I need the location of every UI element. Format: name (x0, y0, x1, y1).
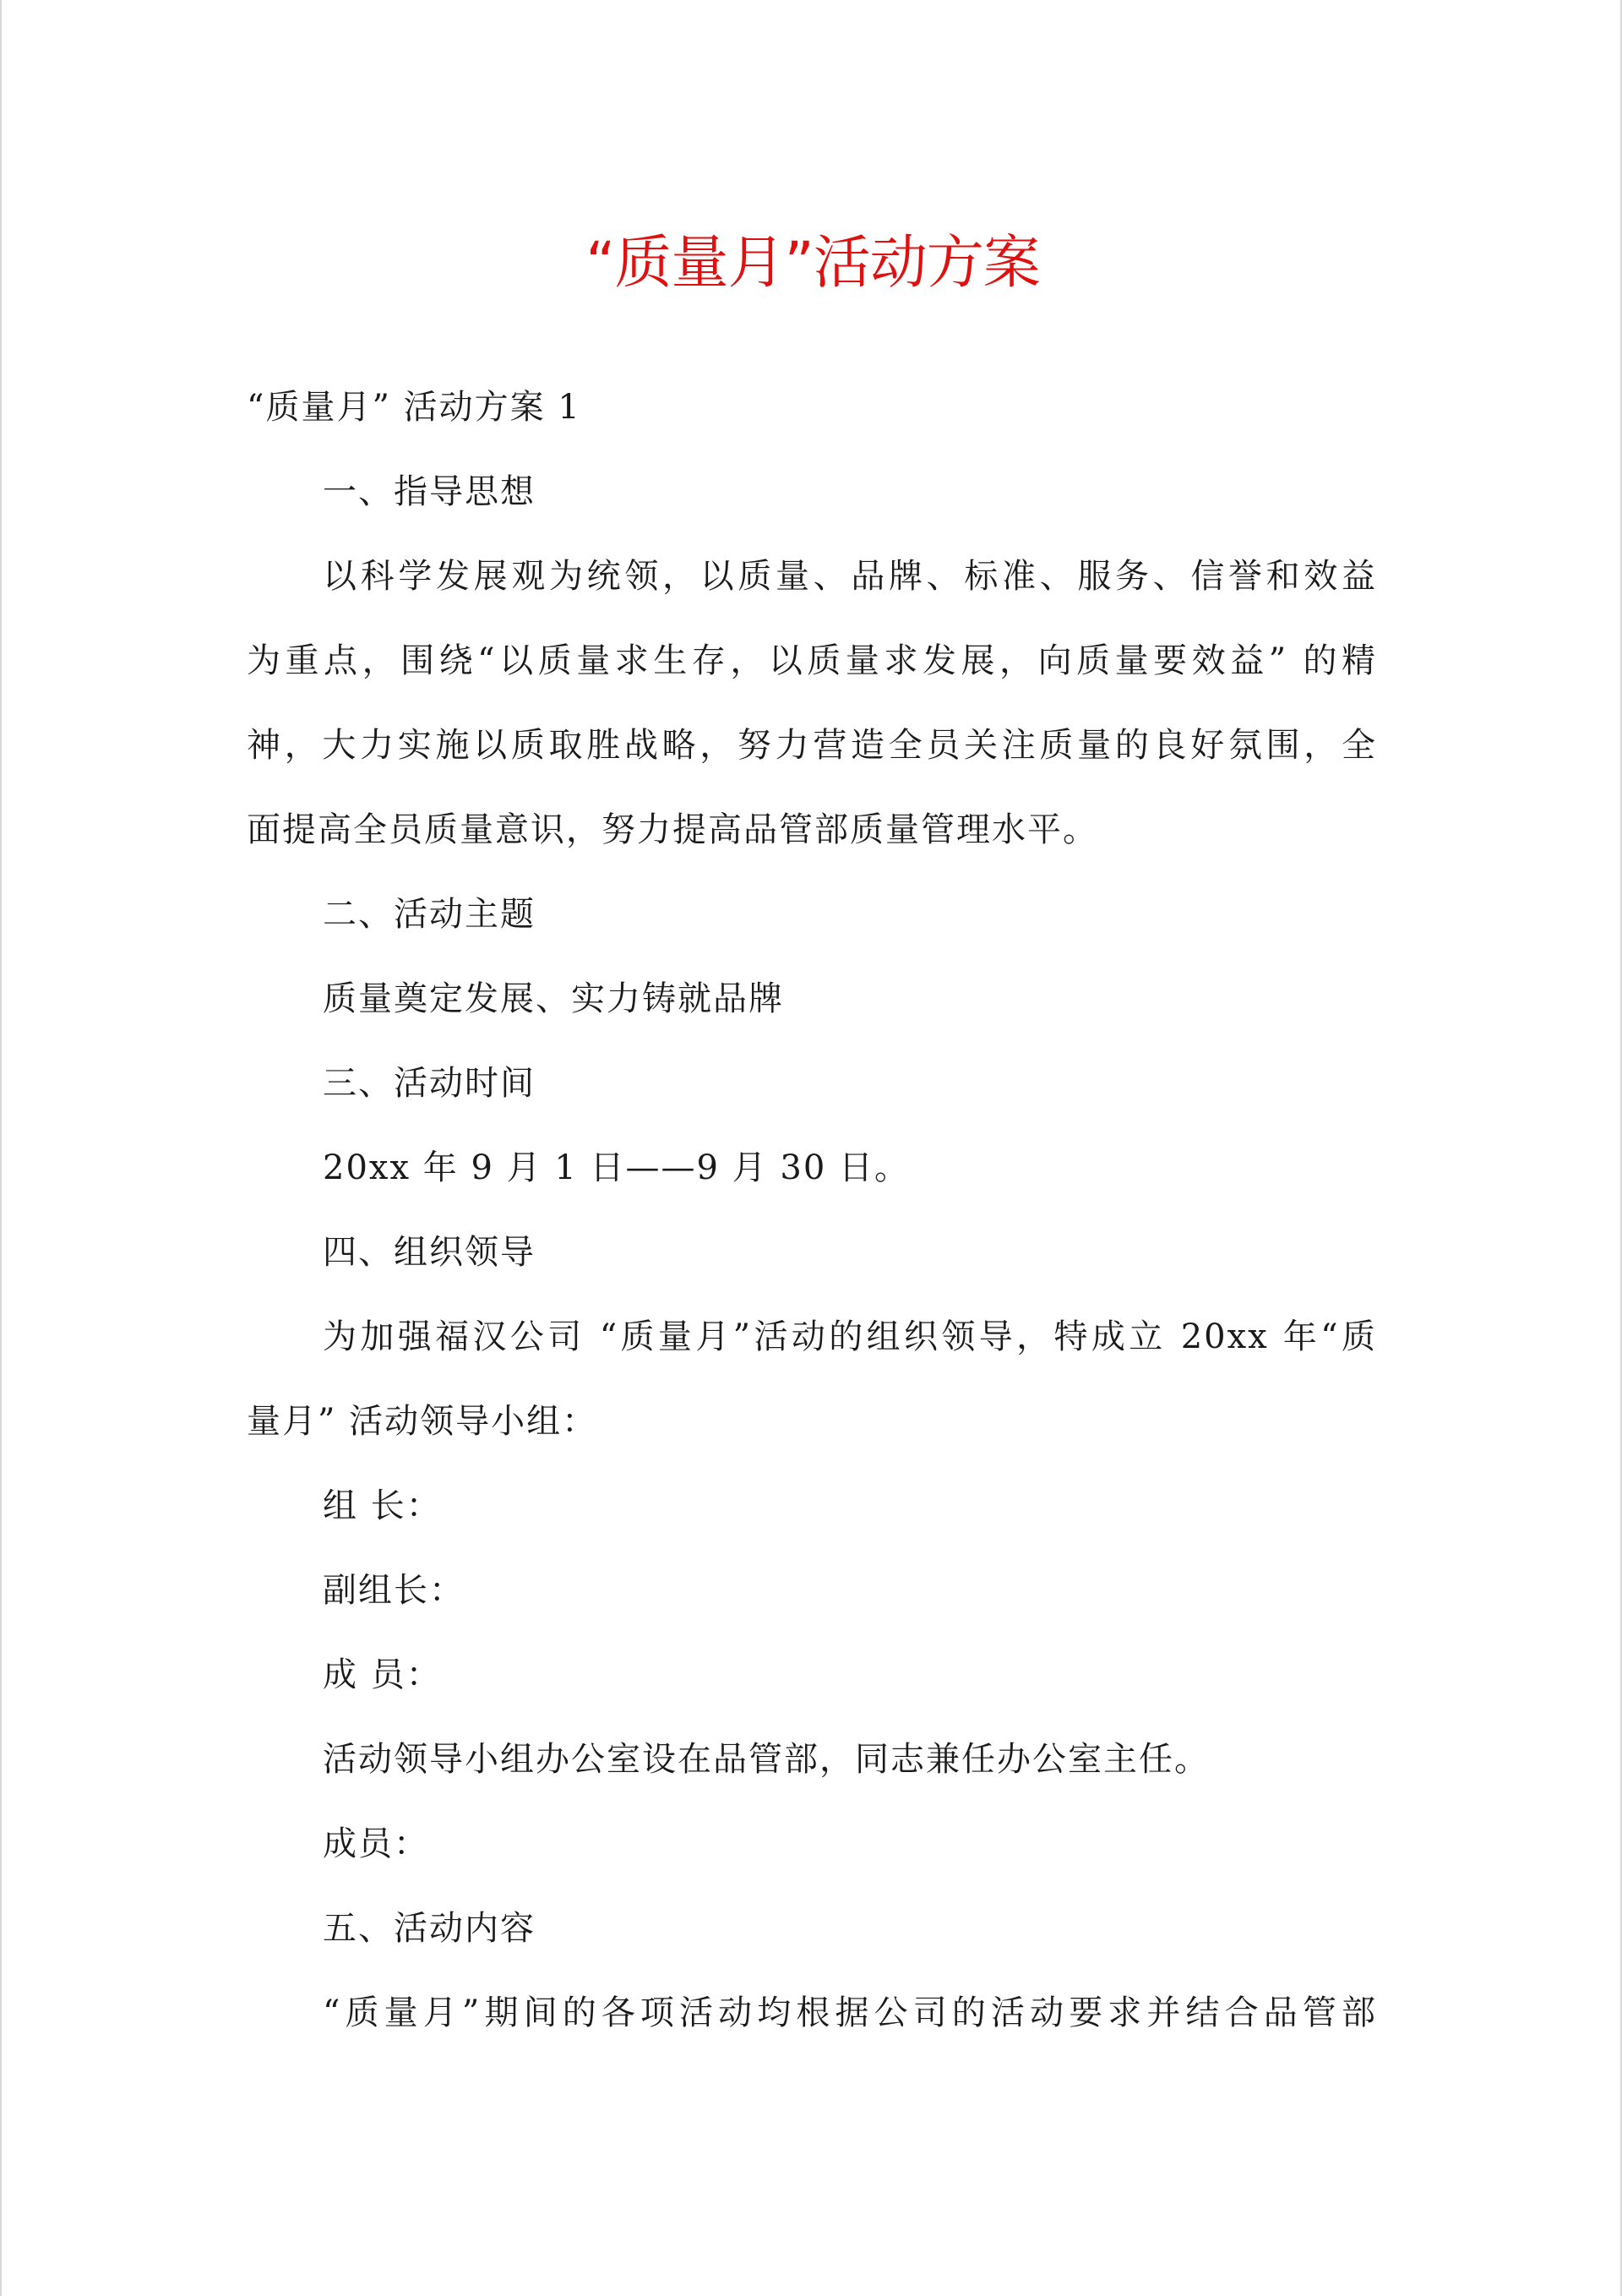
heading-activity-content: 五、活动内容 (323, 1909, 536, 1948)
heading-organization: 四、组织领导 (323, 1233, 536, 1272)
heading-activity-time: 三、活动时间 (323, 1064, 536, 1103)
paragraph-line: 为重点，围绕“以质量求生存，以质量求发展，向质量要效益” 的精 (247, 641, 1377, 680)
heading-guiding-ideology: 一、指导思想 (323, 472, 536, 511)
team-leader-label: 组 长： (323, 1486, 442, 1525)
paragraph-line: 以科学发展观为统领，以质量、品牌、标准、服务、信誉和效益 (323, 557, 1377, 596)
section-heading: “质量月” 活动方案 1 (247, 388, 581, 427)
paragraph-line: 面提高全员质量意识，努力提高品管部质量管理水平。 (247, 810, 1098, 849)
theme-text: 质量奠定发展、实力铸就品牌 (323, 979, 784, 1018)
heading-activity-theme: 二、活动主题 (323, 895, 536, 934)
paragraph-line: 神，大力实施以质取胜战略，努力营造全员关注质量的良好氛围，全 (247, 726, 1377, 765)
paragraph-line: 量月” 活动领导小组： (247, 1402, 598, 1441)
office-members-label: 成员： (323, 1824, 429, 1863)
paragraph-line: 为加强福汉公司 “质量月”活动的组织领导，特成立 20xx 年“质 (323, 1317, 1377, 1356)
members-label: 成 员： (323, 1655, 442, 1694)
deputy-leader-label: 副组长： (323, 1571, 465, 1610)
paragraph-line: “质量月”期间的各项活动均根据公司的活动要求并结合品管部 (323, 1993, 1377, 2032)
time-text: 20xx 年 9 月 1 日——9 月 30 日。 (323, 1148, 910, 1187)
document-title: “质量月”活动方案 (585, 230, 1040, 297)
office-text: 活动领导小组办公室设在品管部，同志兼任办公室主任。 (323, 1740, 1210, 1779)
